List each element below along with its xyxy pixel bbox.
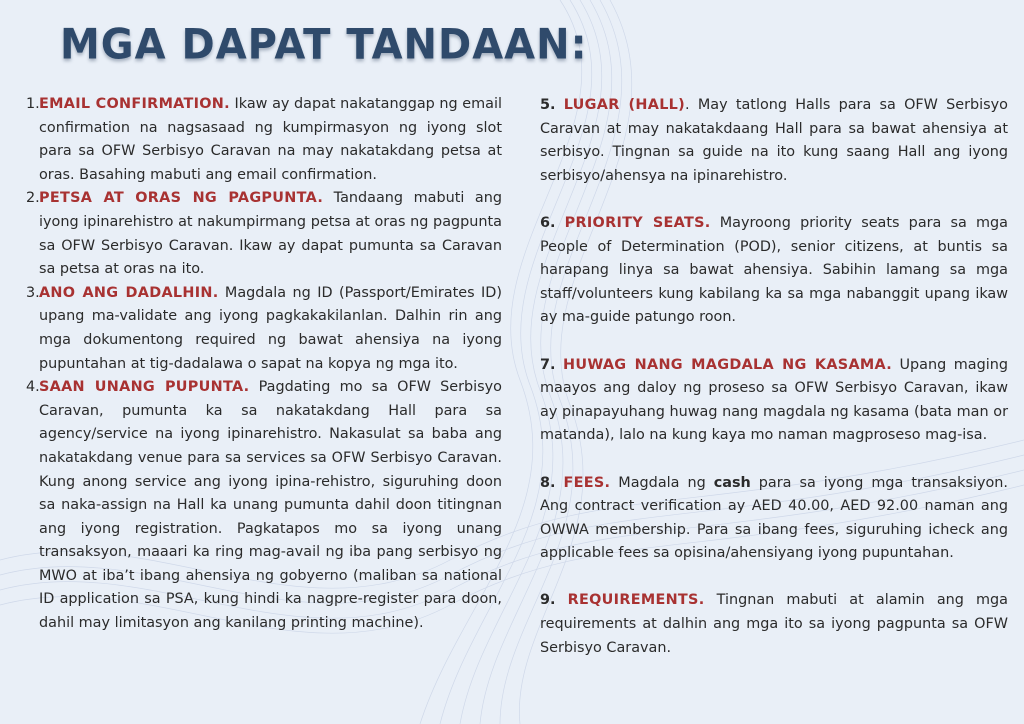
item-bold-text: cash: [713, 474, 751, 491]
left-column: [26, 93, 502, 636]
item-heading: EMAIL CONFIRMATION.: [39, 96, 230, 112]
item-number: 2.: [26, 190, 40, 207]
item-number: 8.: [540, 474, 556, 491]
item-heading: ANO ANG DADALHIN.: [39, 284, 219, 301]
list-item-saan-unang-pupunta: [26, 376, 502, 636]
item-heading: PRIORITY SEATS.: [564, 214, 711, 231]
item-text-before: Magdala ng: [610, 474, 714, 491]
item-number: 9.: [540, 592, 556, 609]
list-item-email-confirmation: [26, 93, 502, 187]
list-item-huwag-magdala-ng-kasama: [540, 354, 1008, 448]
item-heading: SAAN UNANG PUPUNTA.: [39, 379, 250, 396]
item-text: para sa iyong mga transaksiyon. Ang contract verification ay AED 40.00, AED 92.00 naman ang OWWA membership. Para sa ibang fees, siguruhing icheck ang applicable fees sa opisina/ahensiyang iyong pupuntahan.: [540, 474, 1008, 562]
item-text: Magdala ng ID (Passport/Emirates ID) upang ma-validate ang iyong pagkakakilanlan. Dalhin rin ang mga dokumentong required ng bawat ahensiya na iyong pupuntahan at tig-dadalawa o sapat na kopya ng mga ito.: [39, 284, 502, 372]
item-heading: PETSA AT ORAS NG PAGPUNTA.: [39, 190, 324, 207]
list-item-fees: [540, 472, 1008, 566]
item-heading: LUGAR (HALL): [563, 97, 686, 113]
item-number: 5.: [540, 97, 556, 113]
list-item-petsa-at-oras: [26, 187, 502, 281]
item-number: 1.: [26, 96, 40, 112]
item-text: Tingnan mabuti at alamin ang mga requirements at dalhin ang mga ito sa iyong pagpunta sa OFW Serbisyo Caravan.: [540, 592, 1009, 656]
item-text: Mayroong priority seats para sa mga People of Determination (POD), senior citizens, at buntis sa harapang linya sa bawat ahensiya. Sabihin lamang sa mga staff/volunteers kung kabilang ka sa mga nabanggit upang ikaw ay ma-guide patungo roon.: [540, 214, 1009, 326]
item-text: . May tatlong Halls para sa OFW Serbisyo Caravan at may nakatakdaang Hall para sa bawat ahensiya at serbisyo. Tingnan sa guide na ito kung saang Hall ang iyong serbisyo/ahensya na ipinarehistro.: [540, 97, 1008, 184]
item-heading: FEES.: [563, 474, 611, 491]
item-text: Pagdating mo sa OFW Serbisyo Caravan, pumunta ka sa nakatakdang Hall para sa agency/service na iyong ipinarehistro. Nakasulat sa baba ang nakatakdang venue para sa services sa OFW Serbisyo Caravan. Kung anong service ang iyong ipina-rehistro, siguruhing doon sa naka-assign na Hall ka unang pumunta dahil doon titingnan ang iyong registration. Pagkatapos mo sa iyong unang transaksyon, maaari ka ring mag-avail ng iba pang serbisyo ng MWO at iba’t ibang ahensiya ng gobyerno (maliban sa national ID application sa PSA, kung hindi ka nagpre-register para doon, dahil may limitasyon ang kanilang printing machine).: [39, 379, 502, 632]
list-item-priority-seats: [540, 212, 1008, 330]
item-heading: REQUIREMENTS.: [567, 592, 705, 609]
item-text: Upang maging maayos ang daloy ng proseso sa OFW Serbisyo Caravan, ikaw ay pinapayuhang huwag nang magdala ng kasama (bata man or matanda), lalo na kung kaya mo naman magproseso mag-isa.: [540, 356, 1008, 444]
item-text: Ikaw ay dapat nakatanggap ng email confirmation na nagsasaad ng kumpirmasyon ng iyong slot para sa OFW Serbisyo Caravan na may nakatakdang petsa at oras. Basahing mabuti ang email confirmation.: [39, 96, 502, 183]
list-item-ano-ang-dadalhin: [26, 282, 502, 376]
item-number: 7.: [540, 356, 556, 373]
list-item-requirements: [540, 589, 1008, 660]
item-number: 3.: [26, 284, 40, 301]
item-heading: HUWAG NANG MAGDALA NG KASAMA.: [563, 356, 892, 373]
right-column: [540, 94, 1008, 684]
list-item-lugar-hall: [540, 94, 1008, 188]
item-number: 4.: [26, 379, 40, 396]
page-title: MGA DAPAT TANDAAN:: [60, 20, 588, 70]
item-number: 6.: [540, 214, 556, 231]
item-text: Tandaang mabuti ang iyong ipinarehistro at nakumpirmang petsa at oras ng pagpunta sa OFW Serbisyo Caravan. Ikaw ay dapat pumunta sa Caravan sa petsa at oras na ito.: [39, 190, 503, 278]
